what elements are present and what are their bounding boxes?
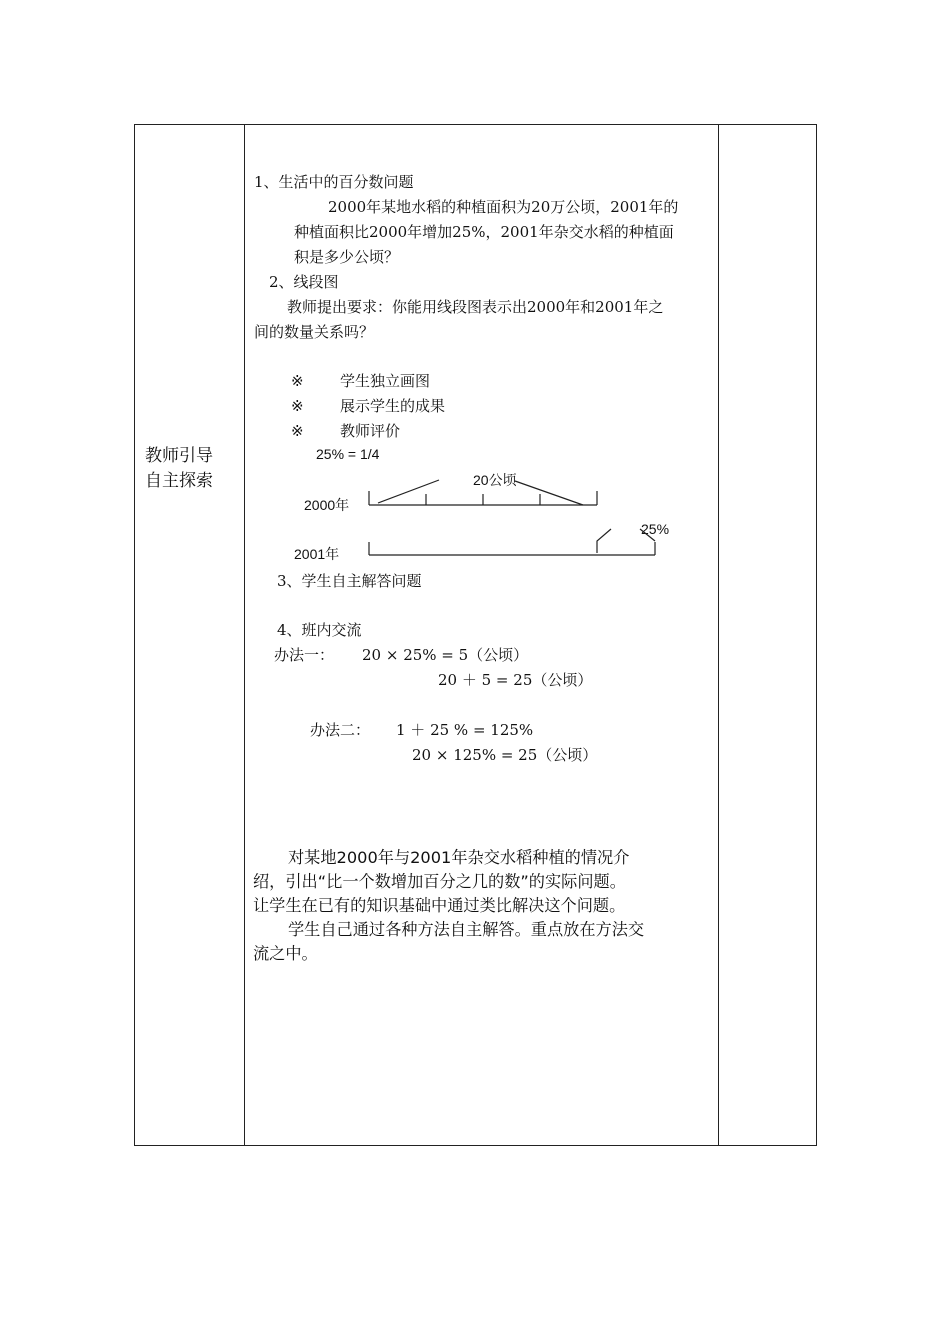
method1-line: 20 ＋ 5 = 25（公顷） [438,671,593,689]
method1-label: 办法一： [274,646,335,664]
method2-line: 20 × 125% = 25（公顷） [412,746,598,764]
brace-left-stroke [378,480,439,503]
stage-label-line2: 自主探索 [145,471,213,491]
extra-brace-right [640,529,655,541]
brace-right-stroke [515,481,583,505]
summary-line: 学生自己通过各种方法自主解答。重点放在方法交 [288,920,645,939]
top-brace-label: 20公顷 [473,472,517,488]
problem-line: 种植面积比2000年增加25%，2001年杂交水稻的种植面 [294,223,674,241]
bullet-text: 教师评价 [340,422,401,440]
bullet-text: 学生独立画图 [340,372,431,390]
bullet-mark: ※ [291,372,304,390]
item1-title: 1、生活中的百分数问题 [254,173,414,191]
method2-line: 1 ＋ 25 % = 125% [396,721,534,739]
item2-title: 2、线段图 [269,273,339,291]
summary-line: 绍，引出“比一个数增加百分之几的数”的实际问题。 [253,872,626,891]
teacher-request-line: 教师提出要求：你能用线段图表示出2000年和2001年之 [287,298,664,316]
bullet-text: 展示学生的成果 [340,397,446,415]
method1-line: 20 × 25% = 5（公顷） [362,646,529,664]
summary-line: 对某地2000年与2001年杂交水稻种植的情况介 [288,848,630,867]
problem-line: 2000年某地水稻的种植面积为20万公顷，2001年的 [328,198,679,216]
item3-title: 3、学生自主解答问题 [277,572,422,590]
method2-label: 办法二： [310,721,371,739]
bullet-mark: ※ [291,422,304,440]
extra-brace-left [597,529,611,553]
teacher-request-line: 间的数量关系吗？ [254,323,375,341]
bullet-mark: ※ [291,397,304,415]
row1-label: 2000年 [304,497,350,513]
problem-line: 积是多少公顷？ [294,248,400,266]
ratio-label: 25% = 1/4 [316,446,380,462]
extra-brace-label: 25% [641,521,670,537]
summary-line: 流之中。 [253,944,318,963]
summary-line: 让学生在已有的知识基础中通过类比解决这个问题。 [253,896,626,915]
item4-title: 4、班内交流 [277,621,362,639]
row2-label: 2001年 [294,546,340,562]
stage-label-line1: 教师引导 [145,446,213,466]
